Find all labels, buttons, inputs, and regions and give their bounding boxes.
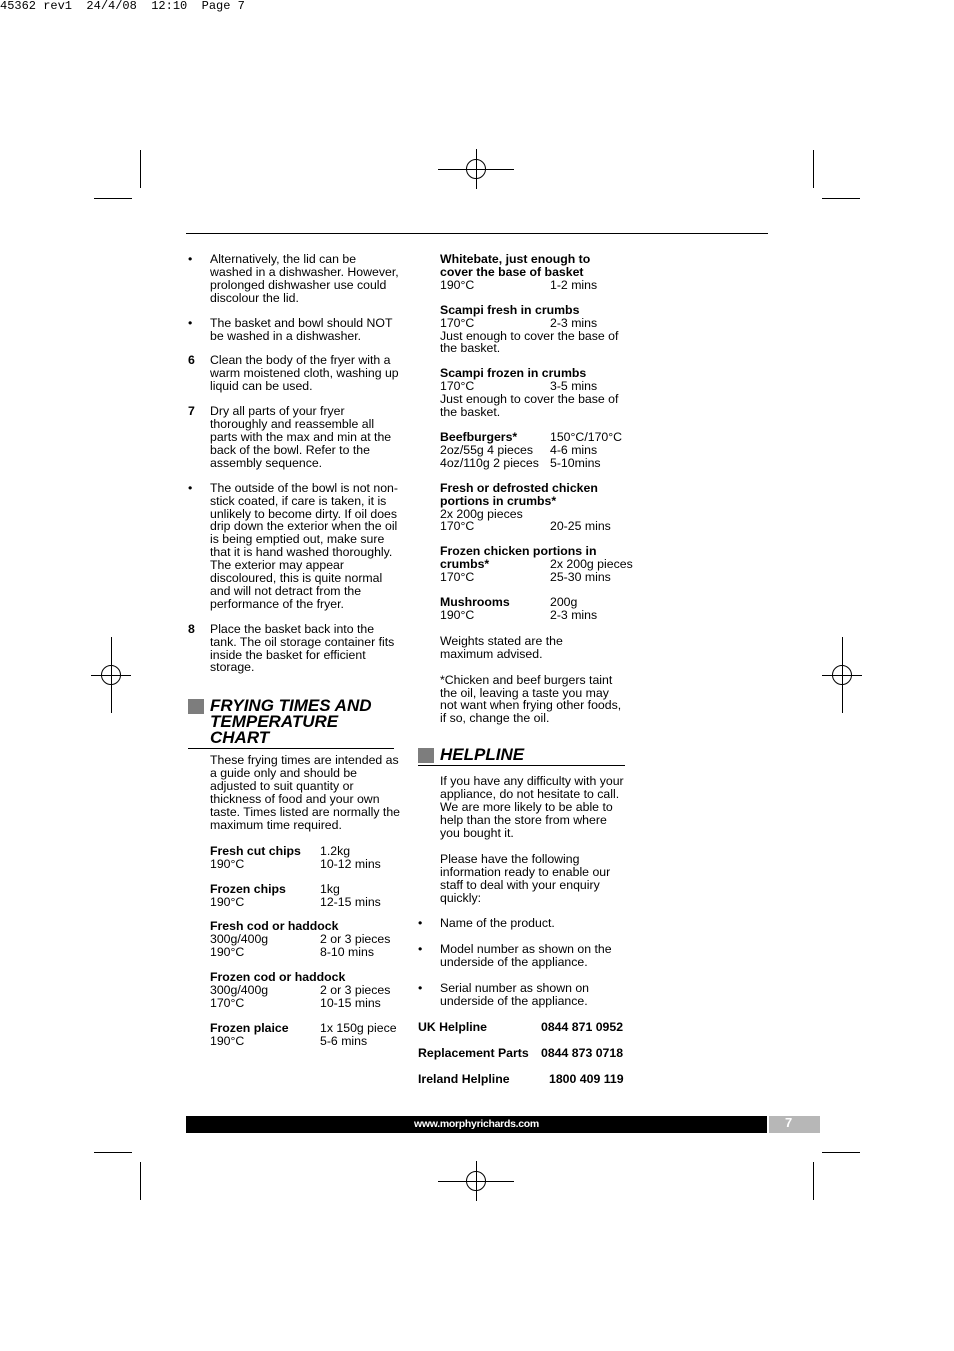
food-entry: Scampi fresh in crumbs 170°C 2-3 mins Just enough to cover the base of the basket.	[440, 302, 619, 356]
registration-mark	[456, 149, 496, 189]
registration-mark	[91, 655, 131, 695]
page-number-box	[769, 1116, 820, 1133]
crop-mark	[822, 1152, 860, 1153]
page-number: 7	[785, 1115, 793, 1130]
food-entry: Beefburgers* 150°C/170°C 2oz/55g 4 pieces 4-6 mins 4oz/110g 2 pieces 5-10mins	[440, 429, 623, 470]
food-entry: Frozen cod or haddock 300g/400g 2 or 3 pieces 170°C 10-15 mins	[210, 970, 391, 1010]
list-item: • The outside of the bowl is not non-stick coated, if care is taken, it is unlikely to become dirty. If oil does drip down the exterior when the oil is being emptied out, make sure that it is hand washed thoroughly. The exterior may appear discoloured, this is quite normal and will not detract from the performance of the fryer.	[188, 480, 398, 611]
food-entry: Frozen chips 1kg 190°C 12-15 mins	[210, 881, 381, 909]
food-entry: Frozen chicken portions in crumbs* 2x 200g pieces 170°C 25-30 mins	[440, 544, 633, 585]
frying-intro: These frying times are intended as a guide only and should be adjusted to suit quantity or thickness of food and your own taste. Times listed are normally the maximum time required.	[210, 753, 400, 832]
taint-note: *Chicken and beef burgers taint the oil, leaving a taste you may not want when frying other foods, if so, change the oil.	[440, 672, 622, 726]
crop-mark	[822, 198, 860, 199]
list-item: • Model number as shown on the underside of the appliance.	[418, 942, 612, 970]
weights-note: Weights stated are the maximum advised.	[440, 633, 563, 661]
footer-url[interactable]: www.morphyrichards.com	[414, 1118, 539, 1130]
crop-mark	[94, 1152, 132, 1153]
list-item: • Serial number as shown on underside of the appliance.	[418, 981, 590, 1009]
food-entry: Fresh cut chips 1.2kg 190°C 10-12 mins	[210, 843, 381, 871]
helpline-intro: If you have any difficulty with your appliance, do not hesitate to call. We are more likely to be able to help than the store from where you bought it.	[440, 774, 624, 840]
print-slug: 45362 rev1 24/4/08 12:10 Page 7	[0, 0, 245, 13]
crop-mark	[813, 150, 814, 188]
crop-mark	[94, 198, 132, 199]
helpline-row: Replacement Parts 0844 873 0718	[418, 1045, 624, 1060]
frying-chart-heading: FRYING TIMES AND TEMPERATURE CHART	[188, 698, 394, 749]
list-item: 6 Clean the body of the fryer with a warm moistened cloth, washing up liquid can be used.	[188, 353, 399, 394]
list-item: 7 Dry all parts of your fryer thoroughly and reassemble all parts with the max and min at the back of the bowl. Refer to the assembly sequence.	[188, 404, 392, 470]
middle-column	[418, 253, 638, 1099]
footer-bar	[186, 1116, 767, 1133]
food-entry: Whitebate, just enough to cover the base of basket 190°C 1-2 mins	[440, 252, 598, 292]
food-entry: Mushrooms 200g 190°C 2-3 mins	[440, 595, 598, 622]
crop-mark	[140, 150, 141, 188]
helpline-row: Ireland Helpline 1800 409 119	[418, 1071, 624, 1086]
registration-mark	[456, 1161, 496, 1201]
food-entry: Fresh cod or haddock 300g/400g 2 or 3 pieces 190°C 8-10 mins	[210, 919, 391, 960]
helpline-heading: HELPLINE	[418, 747, 625, 766]
food-entry: Frozen plaice 1x 150g piece 190°C 5-6 mins	[210, 1020, 397, 1048]
heading-square-icon	[188, 699, 204, 714]
helpline-row: UK Helpline 0844 871 0952	[418, 1019, 624, 1034]
crop-mark	[140, 1162, 141, 1200]
food-entry: Fresh or defrosted chicken portions in crumbs* 2x 200g pieces 170°C 20-25 mins	[440, 480, 611, 534]
left-column	[188, 253, 400, 1060]
registration-mark	[822, 655, 862, 695]
top-rule	[186, 233, 768, 234]
list-item: • Name of the product.	[418, 916, 555, 931]
list-item: 8 Place the basket back into the tank. The oil storage container fits inside the basket for efficient storage.	[188, 621, 395, 675]
list-item: • Alternatively, the lid can be washed in a dishwasher. However, prolonged dishwasher use could discolour the lid.	[188, 252, 399, 305]
food-entry: Scampi frozen in crumbs 170°C 3-5 mins Just enough to cover the base of the basket.	[440, 366, 619, 420]
crop-mark	[813, 1162, 814, 1200]
helpline-info: Please have the following information ready to enable our staff to deal with your enquiry quickly:	[440, 851, 611, 905]
heading-square-icon	[418, 748, 434, 763]
list-item: • The basket and bowl should NOT be washed in a dishwasher.	[188, 315, 393, 343]
